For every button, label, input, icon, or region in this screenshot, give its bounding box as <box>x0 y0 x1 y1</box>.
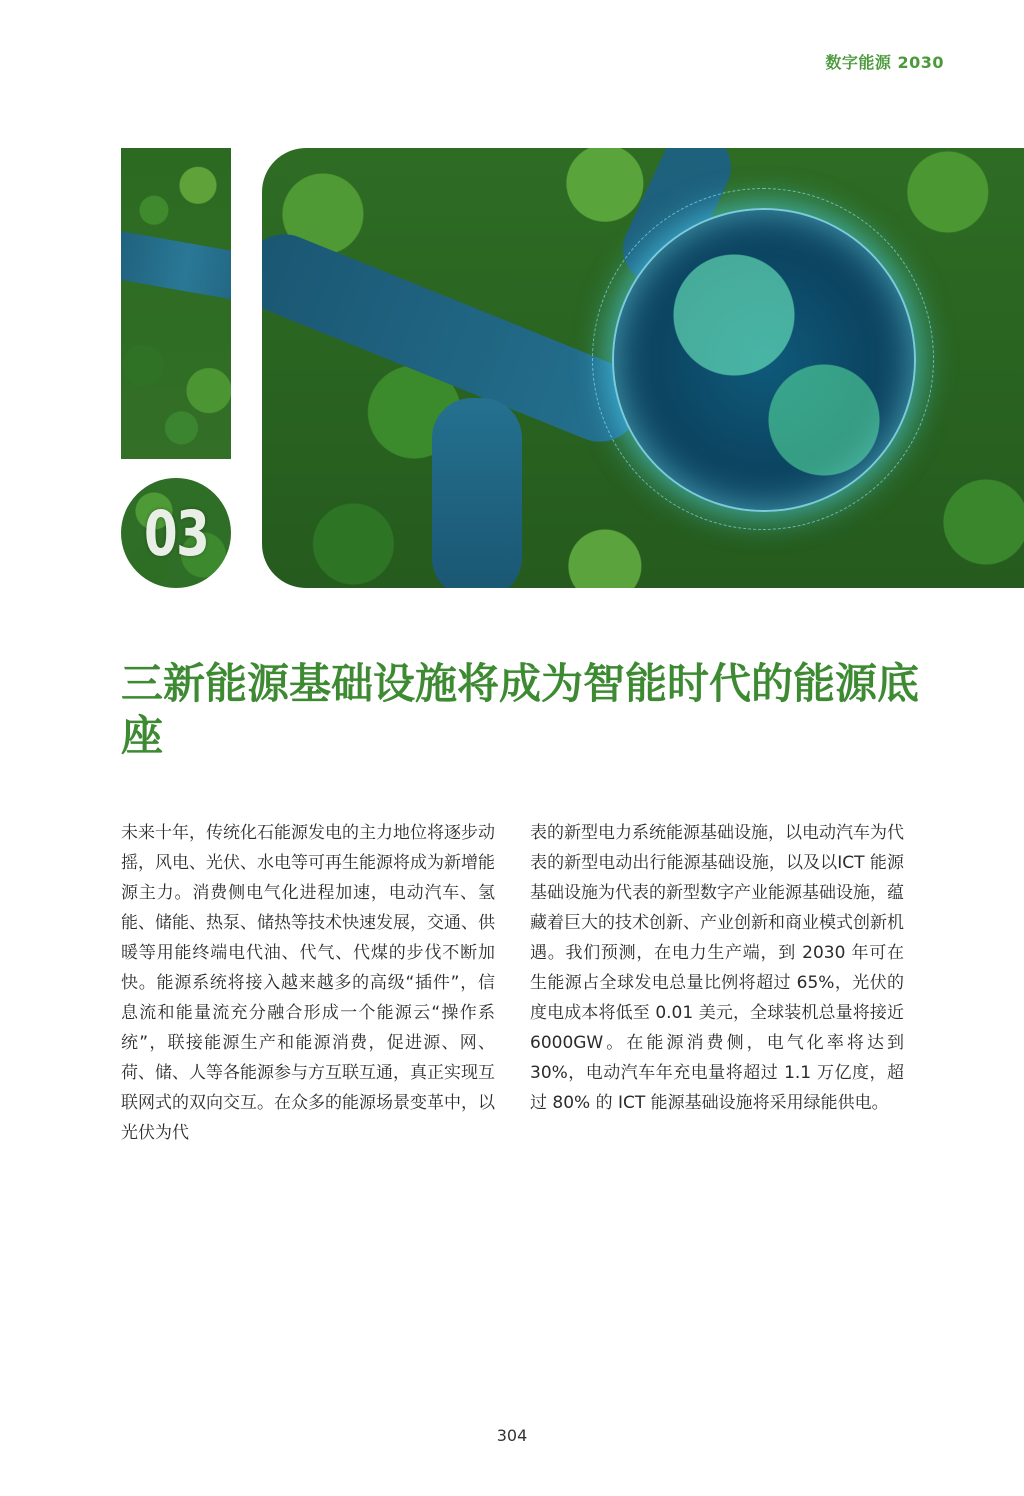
river-shape <box>432 398 522 588</box>
running-header: 数字能源 2030 <box>825 53 944 72</box>
chapter-badge <box>121 478 231 588</box>
page-number: 304 <box>496 1426 528 1445</box>
body-column-left: 未来十年，传统化石能源发电的主力地位将逐步动摇，风电、光伏、水电等可再生能源将成为新增能源主力。消费侧电气化进程加速，电动汽车、氢能、储能、热泵、储热等技术快速发展，交通、供暖等用能终端电代油、代气、代煤的步伐不断加快。能源系统将接入越来越多的高级“插件”，信息流和能量流充分融合形成一个能源云“操作系统”，联接能源生产和能源消费，促进源、网、荷、储、人等各能源参与方互联互通，真正实现互联网式的双向交互。在众多的能源场景变革中，以光伏为代 <box>121 823 495 1143</box>
river-shape <box>121 229 231 306</box>
forest-strip-image <box>121 148 231 459</box>
section-title: 三新能源基础设施将成为智能时代的能源底座 <box>121 659 920 760</box>
digital-globe-icon <box>612 208 916 512</box>
hero-image <box>262 148 1024 588</box>
chapter-number: 03 <box>143 496 209 570</box>
body-column-right: 表的新型电力系统能源基础设施，以电动汽车为代表的新型电动出行能源基础设施，以及以ICT 能源基础设施为代表的新型数字产业能源基础设施，蕴藏着巨大的技术创新、产业创新和商业模式创新机遇。我们预测，在电力生产端，到 2030 年可在生能源占全球发电总量比例将超过 65%，光伏的度电成本将低至 0.01 美元，全球装机总量将接近 6000GW。在能源消费侧，电气化率将达到 30%，电动汽车年充电量将超过 1.1 万亿度，超过 80% 的 ICT 能源基础设施将采用绿能供电。 <box>530 823 904 1113</box>
